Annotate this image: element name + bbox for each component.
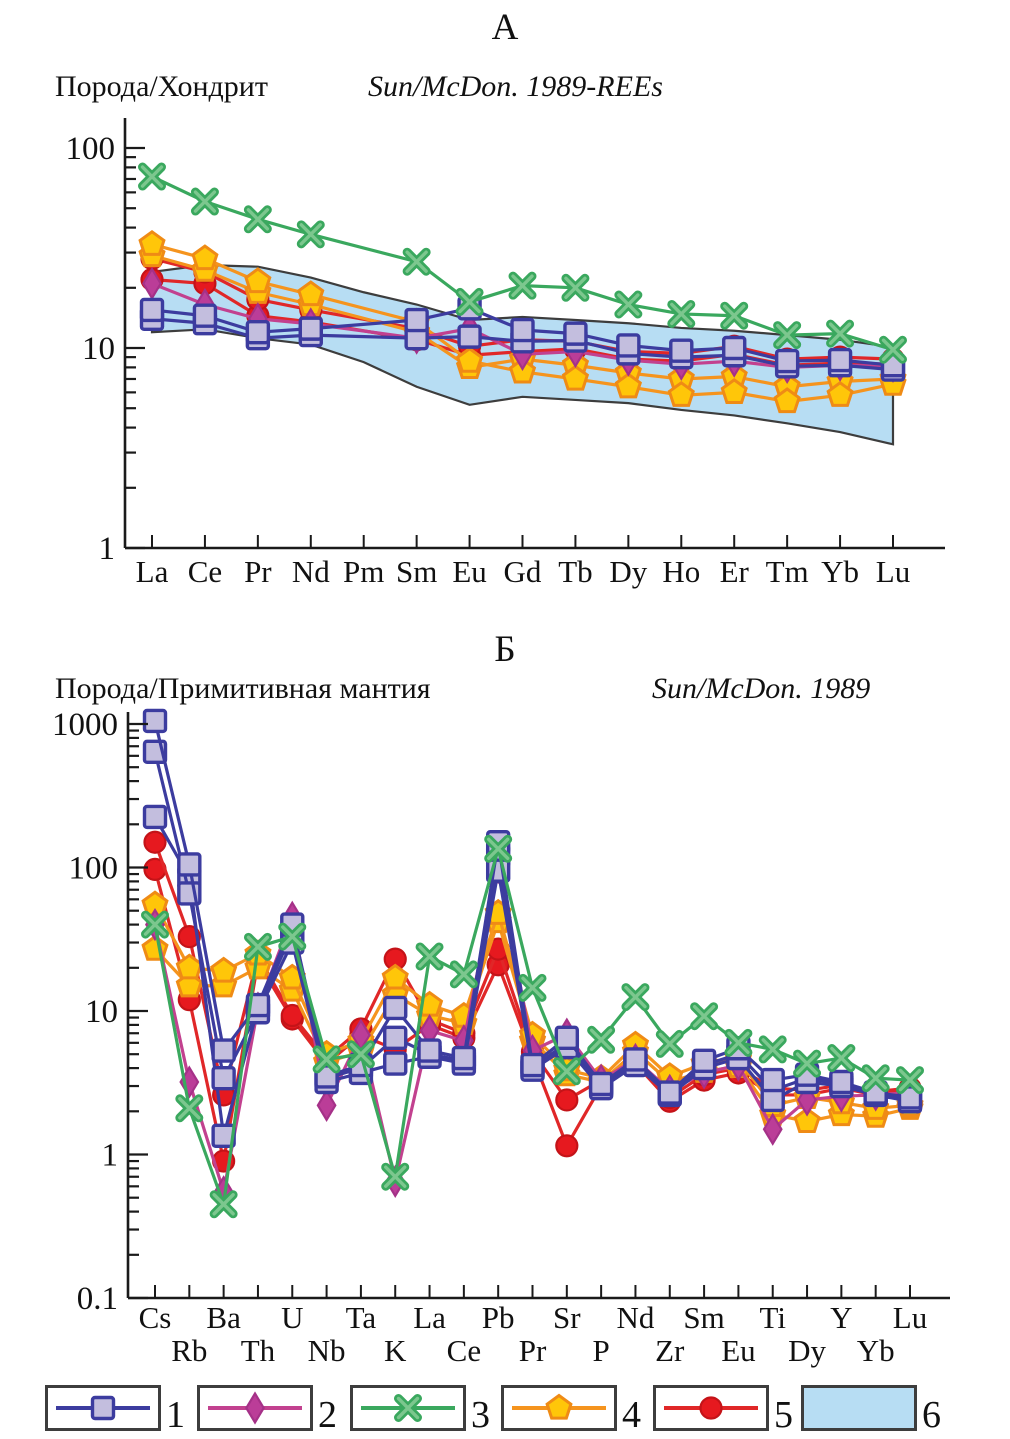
y-tick-label: 100 xyxy=(65,131,115,167)
legend-item-2-swatch xyxy=(197,1385,313,1431)
x-category-label: Tm xyxy=(765,554,809,589)
xmark-marker-icon xyxy=(353,1388,463,1428)
x-category-label: Nd xyxy=(616,1300,655,1335)
y-tick-label: 10 xyxy=(85,994,118,1030)
x-category-label: Y xyxy=(830,1300,853,1335)
x-category-label: Yb xyxy=(856,1333,895,1368)
x-category-label: Eu xyxy=(721,1333,756,1368)
x-category-label: Eu xyxy=(452,554,487,589)
x-category-label: Th xyxy=(240,1333,276,1368)
x-category-label: Sm xyxy=(683,1300,725,1335)
x-category-label: Sm xyxy=(395,554,438,589)
panel-a-plot xyxy=(66,118,946,589)
y-ticks xyxy=(125,148,145,548)
panel-a-reference-label: Sun/McDon. 1989-REEs xyxy=(368,70,663,103)
x-category-label: Pm xyxy=(343,554,385,589)
x-category-label: U xyxy=(281,1300,304,1335)
legend-item-3-swatch xyxy=(350,1385,466,1431)
y-tick-label: 10 xyxy=(82,331,115,367)
y-tick-label: 1 xyxy=(101,1137,118,1174)
panel-b-reference-label: Sun/McDon. 1989 xyxy=(652,672,871,705)
x-category-label: Pr xyxy=(244,554,272,589)
x-category-label: Nb xyxy=(307,1333,346,1368)
panel-b-normalization-label: Порода/Примитивная мантия xyxy=(55,672,431,705)
x-category-label: Pr xyxy=(518,1333,547,1368)
square-marker-icon xyxy=(48,1388,158,1428)
pentagon-marker-icon xyxy=(504,1388,614,1428)
x-category-label: Zr xyxy=(655,1333,685,1368)
x-category-label: Ti xyxy=(759,1300,786,1335)
x-category-label: La xyxy=(413,1300,446,1335)
legend-item-3-number: 3 xyxy=(471,1394,490,1436)
x-category-label: Lu xyxy=(892,1300,928,1335)
legend-item-5-number: 5 xyxy=(774,1394,793,1436)
x-category-label: Yb xyxy=(821,554,860,589)
panel-a-normalization-label: Порода/Хондрит xyxy=(55,70,268,103)
y-tick-label: 0.1 xyxy=(76,1281,118,1317)
x-category-label: Ho xyxy=(662,554,701,589)
panel-a-letter: А xyxy=(491,7,519,48)
panel-b-plot xyxy=(52,707,950,1368)
legend-item-1-swatch xyxy=(45,1385,161,1431)
legend-item-4-swatch xyxy=(501,1385,617,1431)
legend-item-6-swatch xyxy=(801,1385,917,1431)
legend-item-4-number: 4 xyxy=(622,1394,641,1436)
y-tick-label: 1 xyxy=(98,531,115,567)
x-category-label: Cs xyxy=(138,1300,172,1335)
x-category-label: Ba xyxy=(206,1300,241,1335)
x-category-label: Ce xyxy=(187,554,223,589)
x-category-label: Nd xyxy=(291,554,330,589)
x-category-label: Er xyxy=(719,554,749,589)
diamond-marker-icon xyxy=(200,1388,310,1428)
x-ticks xyxy=(152,535,893,548)
x-category-label: Dy xyxy=(788,1333,826,1368)
panel-b-letter: Б xyxy=(494,629,516,670)
x-category-label: P xyxy=(592,1333,610,1368)
y-tick-label: 1000 xyxy=(52,707,118,743)
x-category-label: Dy xyxy=(609,554,648,589)
x-category-label: Gd xyxy=(503,554,542,589)
x-category-label: La xyxy=(135,554,169,589)
x-ticks xyxy=(155,1285,910,1298)
x-category-label: Ce xyxy=(446,1333,482,1368)
x-category-label: Ta xyxy=(345,1300,377,1335)
x-category-label: K xyxy=(384,1333,407,1368)
legend-item-6-number: 6 xyxy=(922,1394,941,1436)
legend-item-5-swatch xyxy=(653,1385,769,1431)
legend-item-2-number: 2 xyxy=(318,1394,337,1436)
y-tick-label: 100 xyxy=(68,850,118,887)
circle-marker-icon xyxy=(656,1388,766,1428)
legend-item-1-number: 1 xyxy=(166,1394,185,1436)
x-category-label: Lu xyxy=(875,554,911,589)
x-category-label: Rb xyxy=(171,1333,208,1368)
x-category-label: Tb xyxy=(558,554,593,589)
x-category-label: Sr xyxy=(553,1300,581,1335)
x-category-label: Pb xyxy=(481,1300,515,1335)
